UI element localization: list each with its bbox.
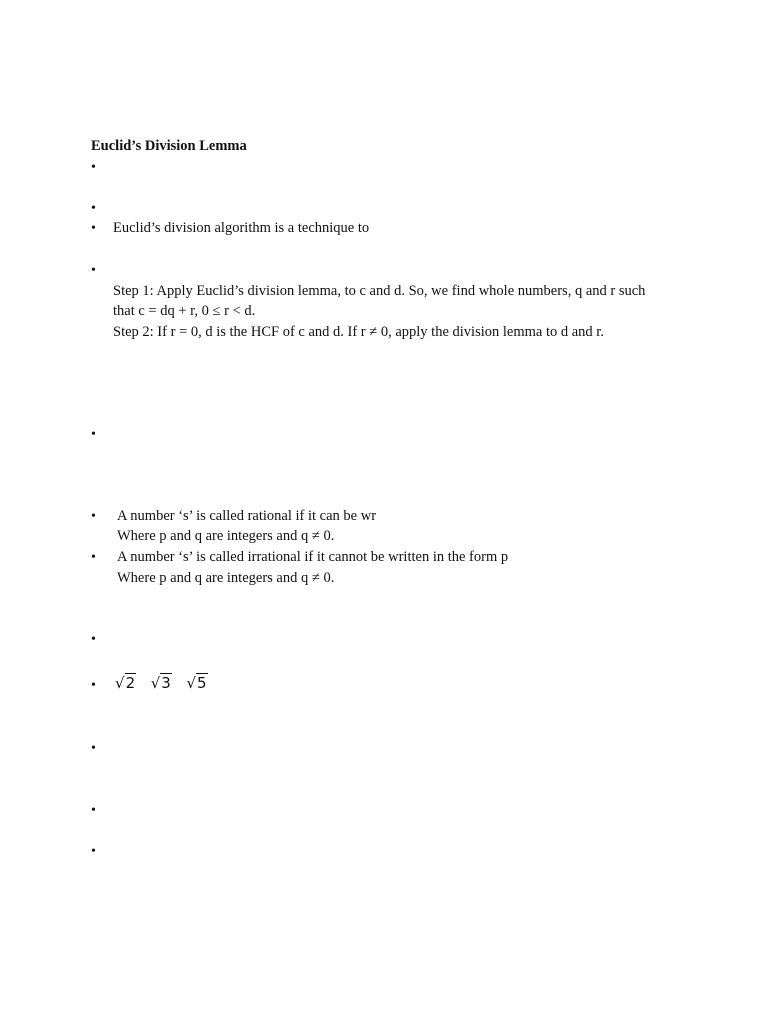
bullet-marker: • [91,550,96,565]
bullet-marker: • [91,221,96,236]
rational-definition: A number ‘s’ is called rational if it can be wr [117,508,377,524]
sqrt-5 [186,674,207,692]
bullet-marker: • [91,263,96,278]
step2-text: Step 2: If r = 0, d is the HCF of c and d. If r ≠ 0, apply the division lemma to d and r. [113,324,604,340]
step1-line1: Step 1: Apply Euclid’s division lemma, to c and d. So, we find whole numbers, q and r such [113,283,646,299]
radicand: 2 [125,674,136,692]
bullet-marker: • [91,741,96,756]
bullet-marker: • [91,427,96,442]
square-roots-list [115,674,219,693]
irrational-condition: Where p and q are integers and q ≠ 0. [117,570,335,586]
rational-condition: Where p and q are integers and q ≠ 0. [117,528,335,544]
section-heading: Euclid’s Division Lemma [91,138,247,154]
bullet-marker: • [91,509,96,524]
bullet-marker: • [91,201,96,216]
bullet-marker: • [91,160,96,175]
radical-sign: √ [150,674,161,692]
radical-sign: √ [186,674,197,692]
step1-line2: that c = dq + r, 0 ≤ r < d. [113,303,256,319]
radical-sign: √ [115,674,125,692]
radicand: 3 [161,674,171,692]
bullet-marker: • [91,632,96,647]
irrational-definition: A number ‘s’ is called irrational if it cannot be written in the form p [117,549,509,565]
bullet-marker: • [91,803,96,818]
algorithm-text: Euclid’s division algorithm is a technique to [113,220,370,236]
radicand: 5 [197,674,207,692]
bullet-marker: • [91,678,96,693]
sqrt-3 [151,674,172,692]
bullet-marker: • [91,844,96,859]
sqrt-2 [115,674,136,692]
